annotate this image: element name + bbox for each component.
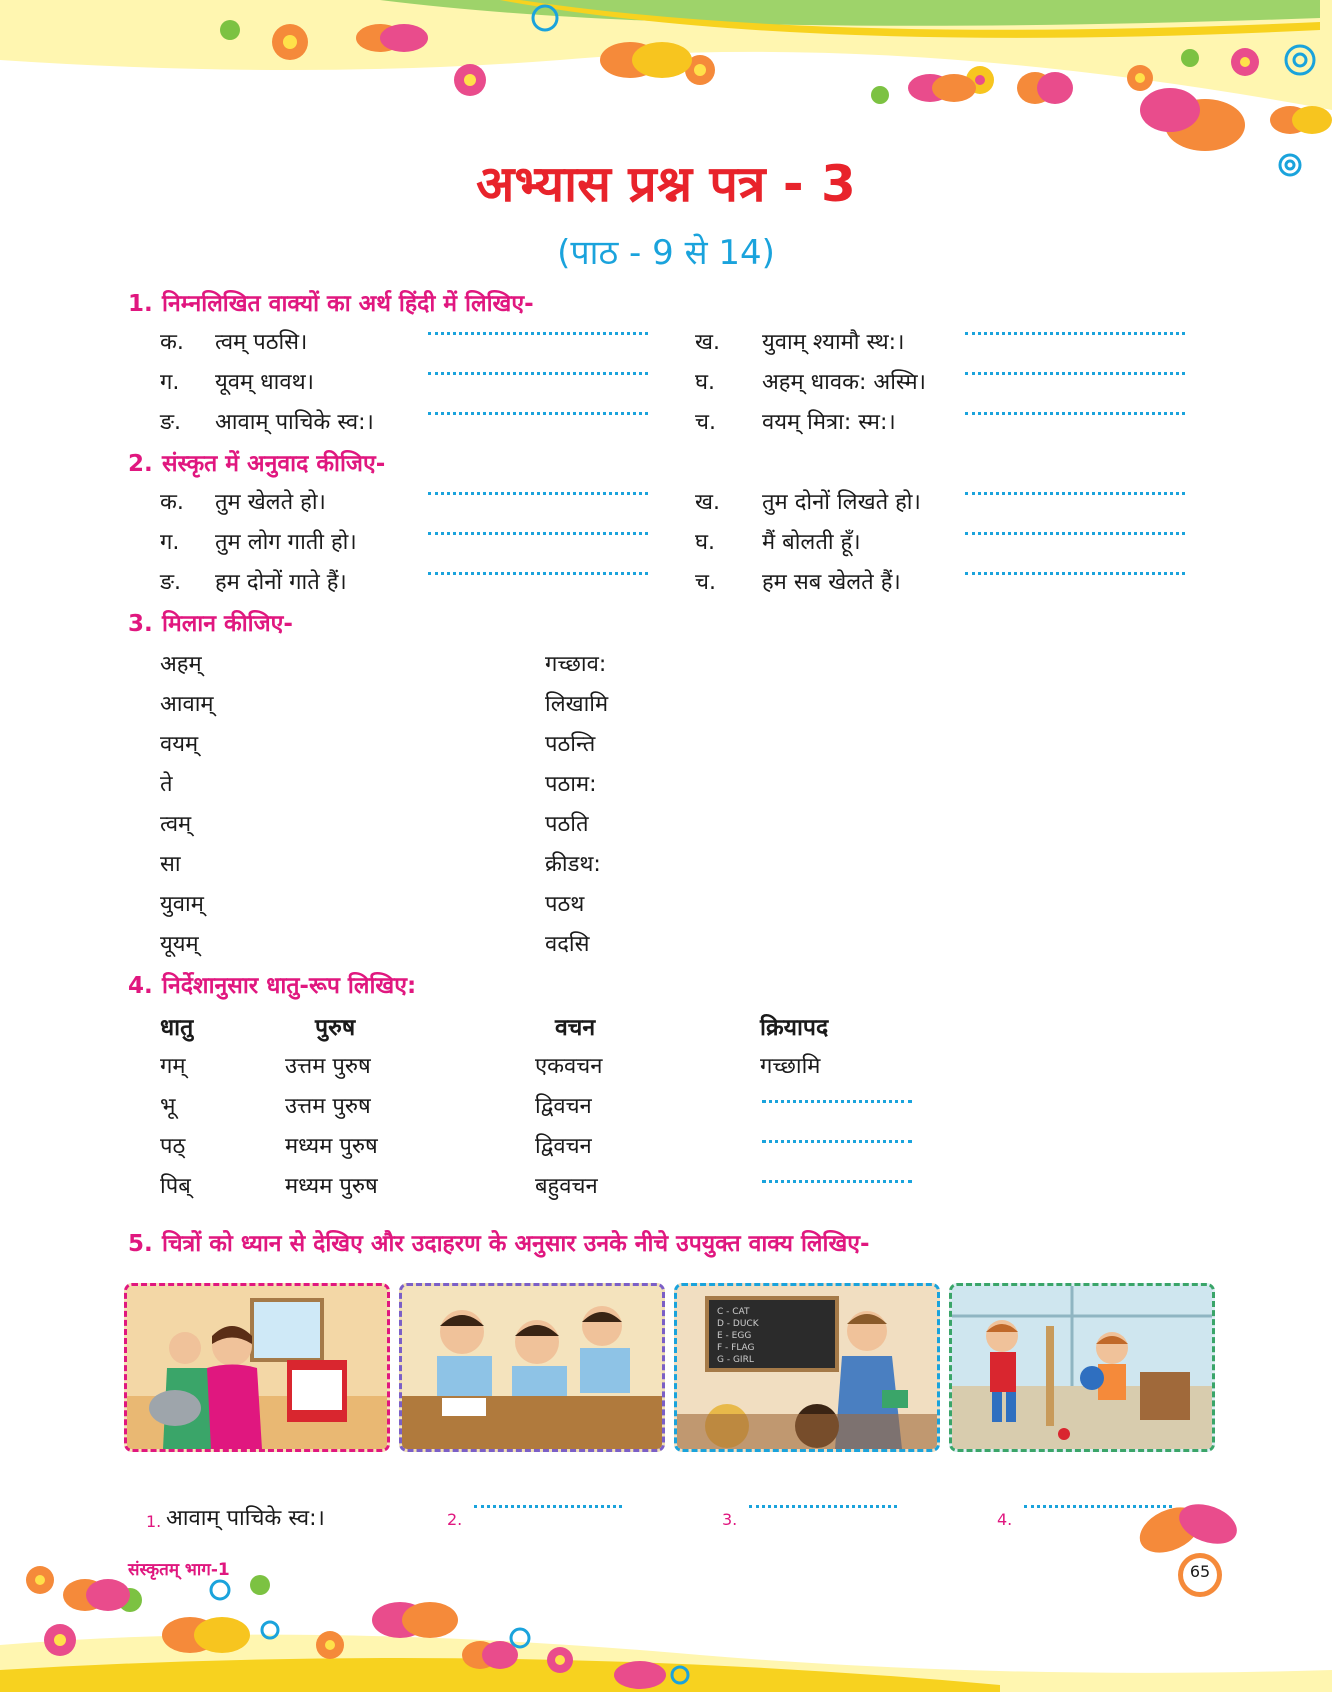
table-cell: पठ् [160, 1134, 186, 1159]
item-text: वयम् मित्रा: स्म:। [762, 410, 896, 435]
answer-blank[interactable] [965, 372, 1185, 375]
answer-blank[interactable] [965, 332, 1185, 335]
page-number: 65 [1189, 1562, 1211, 1581]
match-left-item[interactable]: ते [160, 772, 173, 797]
question-text: निम्नलिखित वाक्यों का अर्थ हिंदी में लिखिए- [162, 291, 534, 317]
picture-caption-label: 2. [447, 1510, 463, 1529]
match-left-item[interactable]: अहम् [160, 652, 202, 677]
blackboard-text: E - EGG [717, 1331, 752, 1341]
item-text: तुम खेलते हो। [215, 490, 326, 515]
match-right-item[interactable]: गच्छाव: [545, 652, 607, 677]
question-4-heading [128, 968, 416, 1000]
item-text: तुम लोग गाती हो। [215, 530, 357, 555]
blackboard-text: C - CAT [717, 1307, 750, 1317]
table-cell: गच्छामि [760, 1054, 821, 1079]
playing-scene-image [952, 1286, 1212, 1449]
question-number: 3. [128, 611, 153, 637]
table-cell: पिब् [160, 1174, 191, 1199]
item-text: मैं बोलती हूँ। [762, 530, 861, 555]
question-number: 2. [128, 451, 153, 477]
answer-blank[interactable] [762, 1180, 912, 1183]
table-cell: द्विवचन [535, 1134, 592, 1159]
answer-blank[interactable] [428, 412, 648, 415]
item-label: क. [160, 490, 184, 515]
item-label: ग. [160, 370, 180, 395]
question-text: निर्देशानुसार धातु-रूप लिखिए: [162, 973, 417, 999]
answer-blank[interactable] [428, 372, 648, 375]
page-title: अभ्यास प्रश्न पत्र - 3 [476, 155, 856, 213]
match-right-item[interactable]: लिखामि [545, 692, 609, 717]
answer-blank[interactable] [965, 572, 1185, 575]
match-right-item[interactable]: पठथ [545, 892, 585, 917]
book-name: संस्कृतम् भाग-1 [128, 1560, 230, 1580]
item-label: घ. [695, 370, 715, 395]
blackboard-text: F - FLAG [717, 1343, 755, 1353]
answer-blank[interactable] [474, 1505, 622, 1508]
item-text: अहम् धावक: अस्मि। [762, 370, 926, 395]
question-text: चित्रों को ध्यान से देखिए और उदाहरण के अनुसार उनके नीचे उपयुक्त वाक्य लिखिए- [162, 1231, 870, 1257]
table-cell: द्विवचन [535, 1094, 592, 1119]
answer-blank[interactable] [965, 412, 1185, 415]
match-right-item[interactable]: पठाम: [545, 772, 597, 797]
table-cell: उत्तम पुरुष [285, 1054, 371, 1079]
answer-blank[interactable] [428, 532, 648, 535]
item-label: ङ. [160, 570, 182, 595]
question-2-heading [128, 446, 385, 478]
table-cell: मध्यम पुरुष [285, 1174, 378, 1199]
match-right-item[interactable]: पठन्ति [545, 732, 596, 757]
item-label: ग. [160, 530, 180, 555]
item-text: हम दोनों गाते हैं। [215, 570, 347, 595]
item-text: हम सब खेलते हैं। [762, 570, 901, 595]
picture-caption-label: 3. [722, 1510, 738, 1529]
blackboard-text: G - GIRL [717, 1355, 754, 1365]
column-header-purush: पुरुष [315, 1015, 356, 1041]
item-text: युवाम् श्यामौ स्थ:। [762, 330, 905, 355]
picture-caption-label: 4. [997, 1510, 1013, 1529]
item-label: ख. [695, 490, 720, 515]
page-subtitle: (पाठ - 9 से 14) [557, 233, 775, 273]
table-cell: एकवचन [535, 1054, 603, 1079]
teacher-scene-image [677, 1286, 937, 1449]
picture-caption-answer: आवाम् पाचिके स्व:। [166, 1506, 325, 1531]
question-number: 1. [128, 291, 153, 317]
picture-caption-label: 1. [146, 1512, 162, 1531]
question-text: मिलान कीजिए- [162, 611, 293, 637]
match-right-item[interactable]: क्रीडथ: [545, 852, 601, 877]
item-text: त्वम् पठसि। [215, 330, 308, 355]
match-left-item[interactable]: त्वम् [160, 812, 192, 837]
table-cell: भू [160, 1094, 176, 1119]
question-3-heading [128, 606, 293, 638]
answer-blank[interactable] [762, 1140, 912, 1143]
item-label: ख. [695, 330, 720, 355]
match-right-item[interactable]: पठति [545, 812, 589, 837]
match-right-item[interactable]: वदसि [545, 932, 590, 957]
item-label: क. [160, 330, 184, 355]
column-header-vachan: वचन [555, 1015, 596, 1041]
answer-blank[interactable] [762, 1100, 912, 1103]
picture-playing [949, 1283, 1215, 1452]
question-number: 5. [128, 1231, 153, 1257]
picture-teacher [674, 1283, 940, 1452]
answer-blank[interactable] [428, 332, 648, 335]
answer-blank[interactable] [749, 1505, 897, 1508]
item-text: तुम दोनों लिखते हो। [762, 490, 921, 515]
item-text: आवाम् पाचिके स्व:। [215, 410, 374, 435]
item-label: घ. [695, 530, 715, 555]
match-left-item[interactable]: युवाम् [160, 892, 204, 917]
question-5-heading [128, 1226, 870, 1258]
students-scene-image [402, 1286, 662, 1449]
item-label: च. [695, 570, 716, 595]
answer-blank[interactable] [965, 492, 1185, 495]
item-label: च. [695, 410, 716, 435]
question-number: 4. [128, 973, 153, 999]
table-cell: मध्यम पुरुष [285, 1134, 378, 1159]
answer-blank[interactable] [965, 532, 1185, 535]
table-cell: गम् [160, 1054, 186, 1079]
answer-blank[interactable] [428, 572, 648, 575]
question-1-heading [128, 286, 534, 318]
kitchen-scene-image [127, 1286, 387, 1449]
match-left-item[interactable]: आवाम् [160, 692, 214, 717]
answer-blank[interactable] [428, 492, 648, 495]
picture-students [399, 1283, 665, 1452]
question-text: संस्कृत में अनुवाद कीजिए- [162, 451, 386, 477]
column-header-dhatu: धातु [160, 1015, 194, 1041]
blackboard-text: D - DUCK [717, 1319, 759, 1329]
column-header-kriyapad: क्रियापद [760, 1015, 829, 1041]
table-cell: उत्तम पुरुष [285, 1094, 371, 1119]
match-left-item[interactable]: यूयम् [160, 932, 199, 957]
item-text: यूवम् धावथ। [215, 370, 314, 395]
table-cell: बहुवचन [535, 1174, 598, 1199]
item-label: ङ. [160, 410, 182, 435]
match-left-item[interactable]: वयम् [160, 732, 199, 757]
match-left-item[interactable]: सा [160, 852, 181, 877]
picture-kitchen [124, 1283, 390, 1452]
bottom-decorative-banner [0, 1550, 1332, 1692]
